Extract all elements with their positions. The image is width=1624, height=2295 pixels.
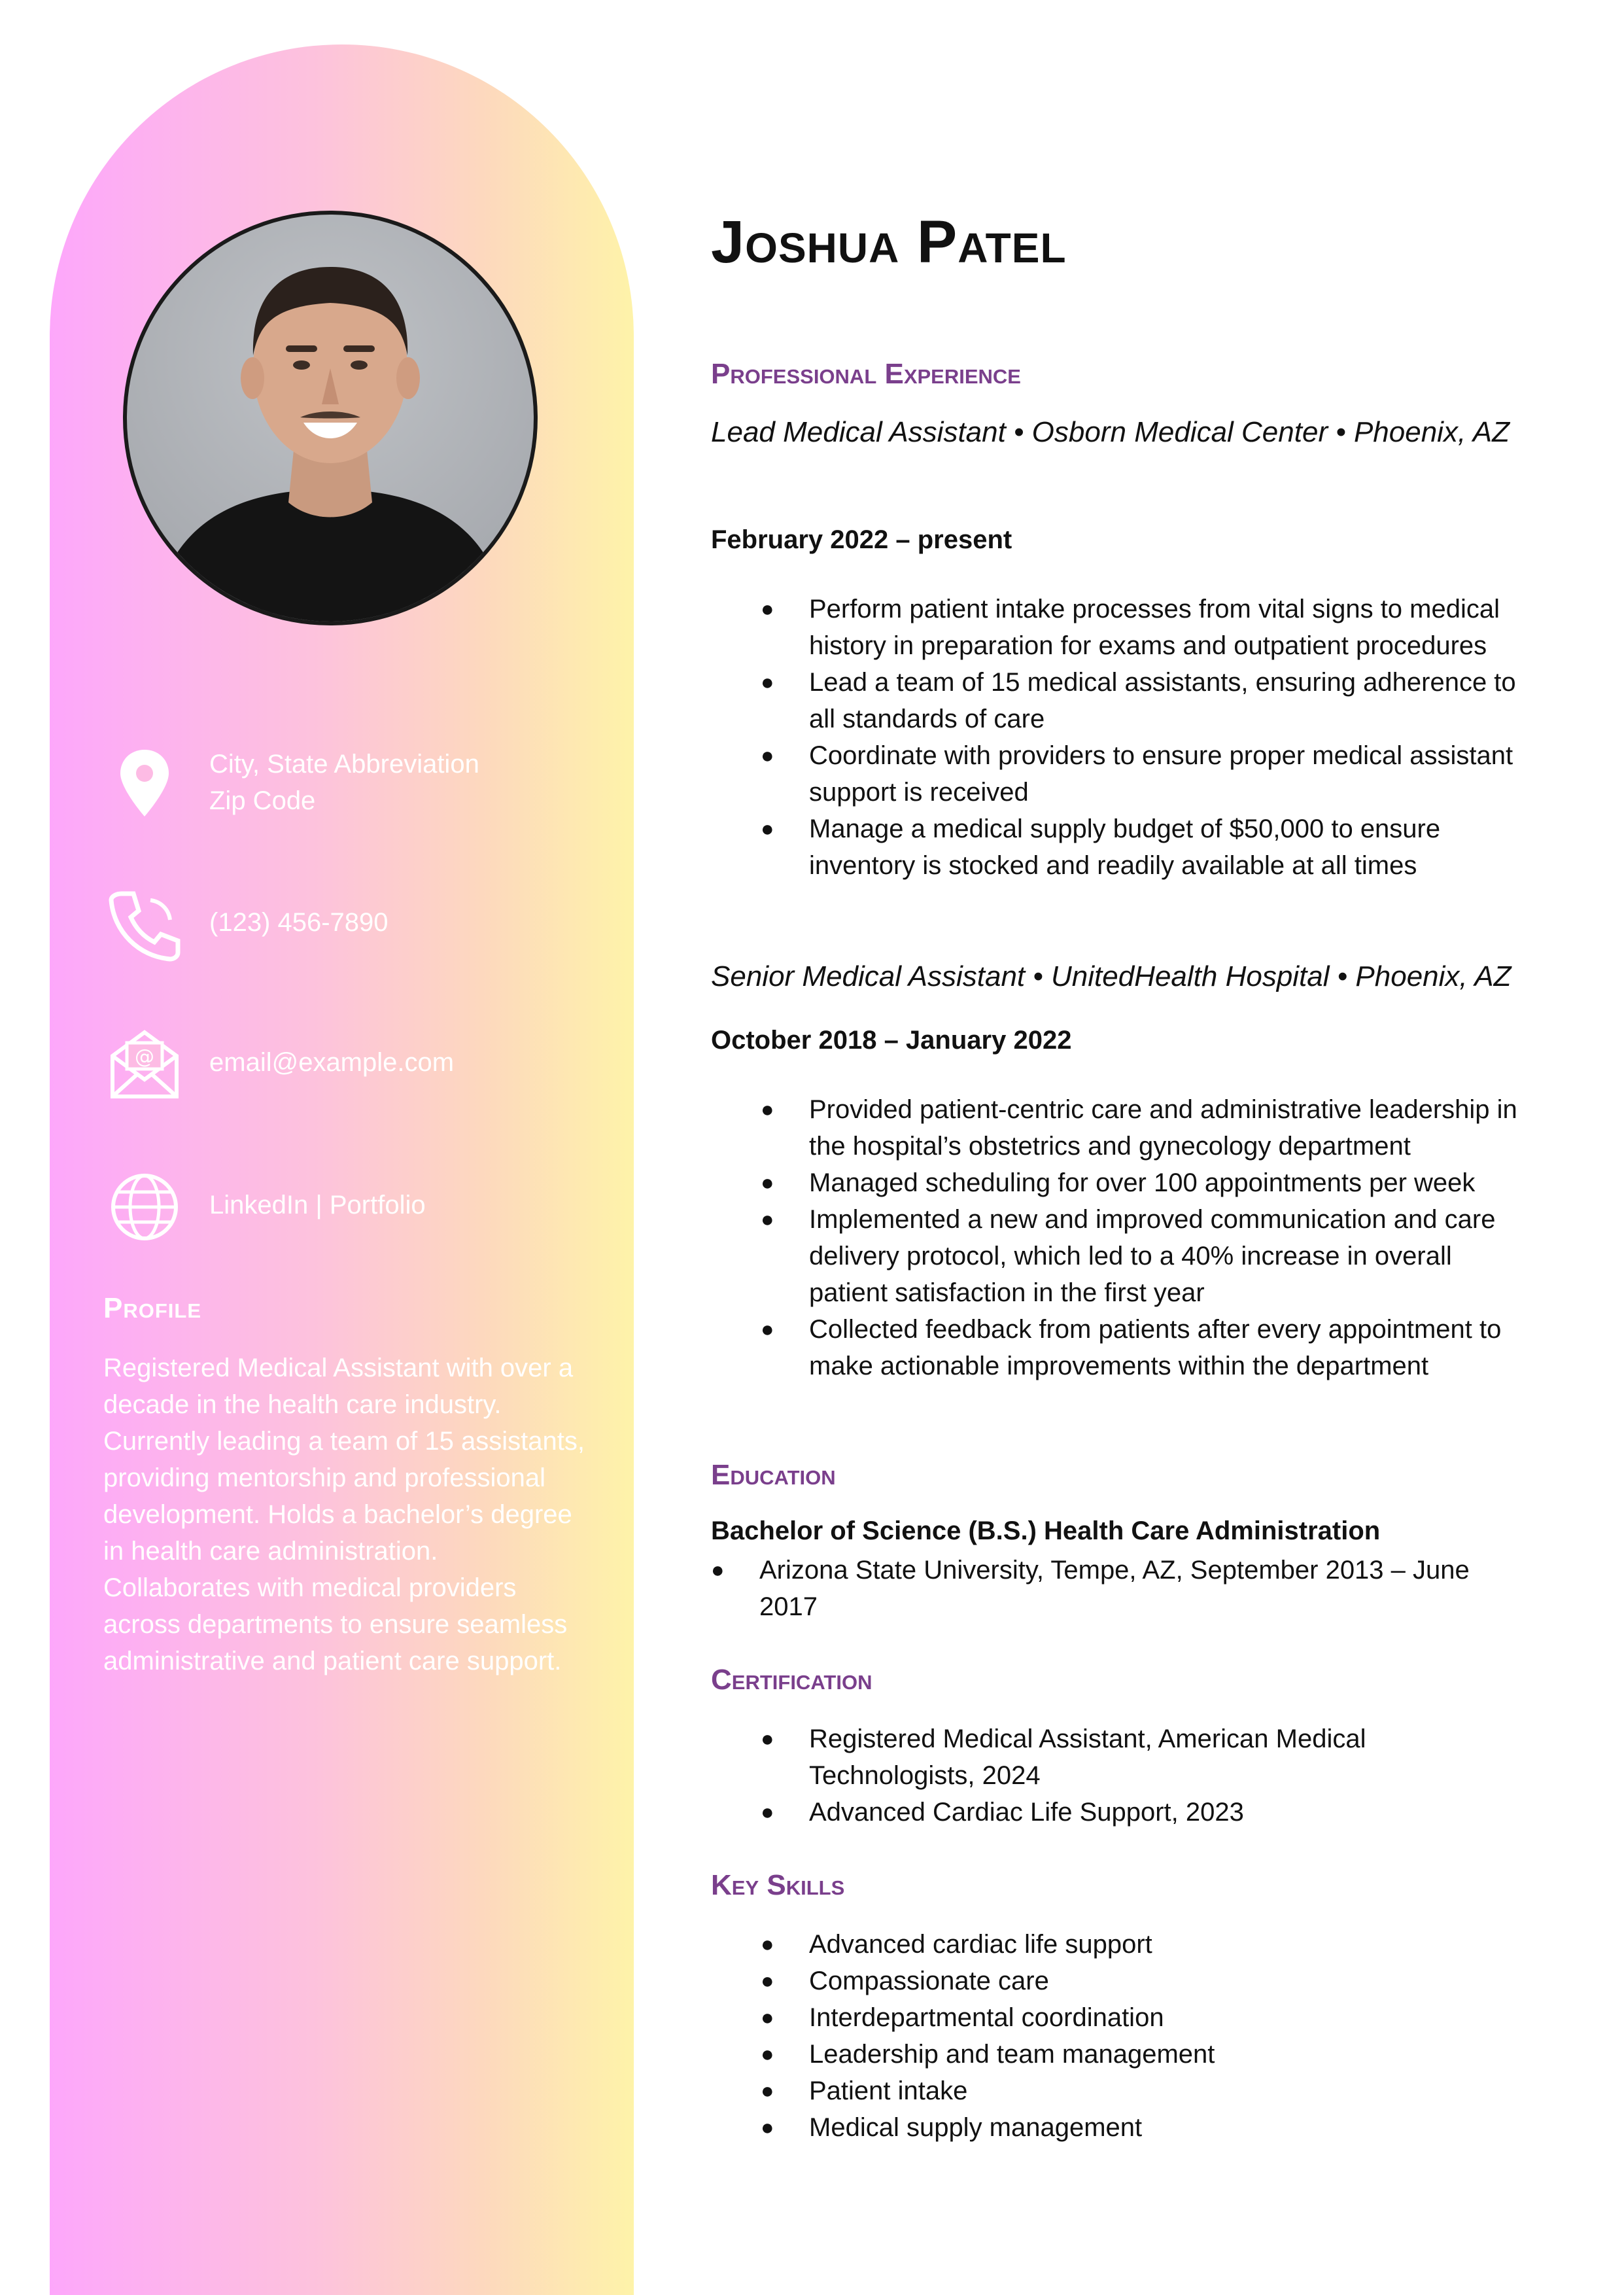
experience-heading: Professional Experience (711, 358, 1021, 390)
job-dates-1: February 2022 – present (711, 525, 1012, 554)
list-item: ● Managed scheduling for over 100 appointments per week (711, 1165, 1522, 1201)
list-item: ● Registered Medical Assistant, American Medical Technologists, 2024 (711, 1721, 1522, 1794)
profile-photo (123, 211, 538, 625)
list-item: ● Lead a team of 15 medical assistants, ensuring adherence to all standards of care (711, 664, 1522, 737)
skills-list (711, 1926, 1522, 2146)
profile-heading: Profile (103, 1292, 202, 1324)
list-item: ● Perform patient intake processes from vital signs to medical history in preparation for exams and outpatient procedures (711, 591, 1522, 664)
contact-email (107, 1027, 454, 1102)
phone-text: (123) 456-7890 (209, 908, 389, 937)
list-item: ● Provided patient-centric care and administrative leadership in the hospital’s obstetrics and gynecology department (711, 1091, 1522, 1165)
links-text: LinkedIn | Portfolio (209, 1191, 426, 1219)
list-item: ● Advanced cardiac life support (711, 1926, 1522, 1963)
education-details (711, 1552, 1522, 1625)
job-title-2: Senior Medical Assistant • UnitedHealth Hospital • Phoenix, AZ (711, 960, 1512, 992)
location-text: City, State Abbreviation Zip Code (209, 750, 479, 815)
email-text: email@example.com (209, 1048, 455, 1077)
list-item: ● Compassionate care (711, 1963, 1522, 1999)
list-item: ● Collected feedback from patients after every appointment to make actionable improvements within the department (711, 1311, 1522, 1384)
contact-location (107, 746, 479, 820)
list-item: ● Advanced Cardiac Life Support, 2023 (711, 1794, 1522, 1831)
sidebar (50, 44, 634, 2295)
certification-heading: Certification (711, 1664, 872, 1696)
list-item: ● Coordinate with providers to ensure proper medical assistant support is received (711, 737, 1522, 811)
list-item: ● Implemented a new and improved communication and care delivery protocol, which led to a 40% increase in overall patient satisfaction in the first year (711, 1201, 1522, 1311)
job-dates-2: October 2018 – January 2022 (711, 1026, 1072, 1055)
degree-title: Bachelor of Science (B.S.) Health Care Administration (711, 1516, 1381, 1545)
list-item: ● Medical supply management (711, 2109, 1522, 2146)
education-heading: Education (711, 1459, 836, 1491)
profile-photo-illustration (127, 215, 534, 622)
profile-summary: Registered Medical Assistant with over a decade in the health care industry. Currently leading a team of 15 assistants, providing mentorship and professional development. Holds a bachelor’s degree in health care administration. Collaborates with medical providers across departments to ensure seamless administrative and patient care support. (103, 1354, 585, 1675)
phone-icon (107, 888, 182, 963)
list-item: ● Patient intake (711, 2073, 1522, 2109)
email-icon (107, 1027, 182, 1102)
svg-text:@: @ (135, 1045, 154, 1068)
list-item: ● Manage a medical supply budget of $50,000 to ensure inventory is stocked and readily available at all times (711, 811, 1522, 884)
candidate-name: Joshua Patel (711, 209, 1067, 275)
map-pin-icon (107, 746, 182, 820)
list-item: ● Interdepartmental coordination (711, 1999, 1522, 2036)
job-bullets-1 (711, 591, 1522, 884)
list-item: ● Leadership and team management (711, 2036, 1522, 2073)
list-item: ● Arizona State University, Tempe, AZ, September 2013 – June 2017 (711, 1552, 1522, 1625)
job-bullets-2 (711, 1091, 1522, 1384)
certification-list (711, 1721, 1522, 1831)
globe-icon (107, 1170, 182, 1244)
skills-heading: Key Skills (711, 1869, 845, 1901)
job-title-1: Lead Medical Assistant • Osborn Medical Center • Phoenix, AZ (711, 416, 1510, 448)
contact-phone (107, 888, 389, 963)
contact-links (107, 1170, 426, 1244)
